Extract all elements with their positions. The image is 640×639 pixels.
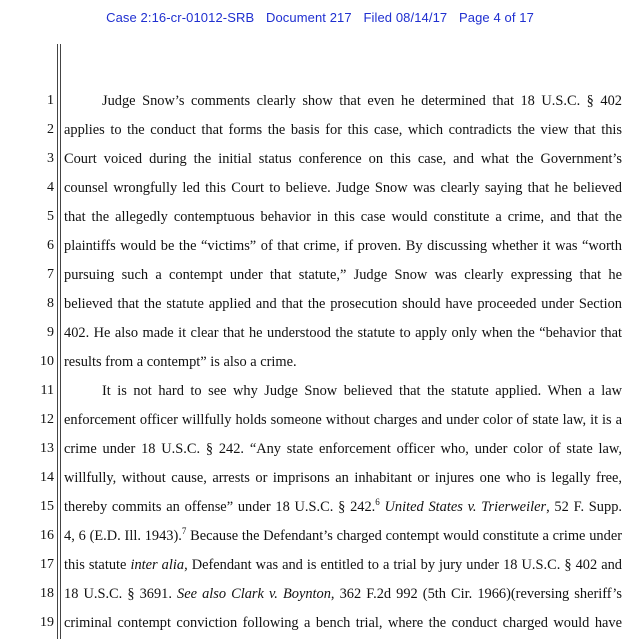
line-number: 15 xyxy=(40,499,54,514)
text-segment: , Defendant was and is entitled to a trial by jury under 18 U.S.C. § 402 and xyxy=(184,557,622,573)
footnote-ref: 6 xyxy=(375,497,380,508)
text-line: plaintiffs would be the “victims” of that crime, if proven. By discussing whether it was “worth xyxy=(64,238,622,254)
text-line xyxy=(64,558,622,572)
margin-rule-right xyxy=(60,44,61,639)
line-number: 18 xyxy=(40,586,54,601)
line-number: 13 xyxy=(40,441,54,456)
text-line: applies to the conduct that forms the basis for this case, which contradicts the view that this xyxy=(64,122,622,138)
text-line: Judge Snow’s comments clearly show that even he determined that 18 U.S.C. § 402 xyxy=(102,93,622,109)
page-indicator: Page 4 of 17 xyxy=(458,10,534,25)
line-number: 11 xyxy=(40,383,54,398)
text-segment: this statute xyxy=(64,557,131,573)
case-number: Case 2:16-cr-01012-SRB xyxy=(106,10,255,25)
line-number: 10 xyxy=(40,354,54,369)
text-line: counsel wrongfully led this Court to believe. Judge Snow was clearly saying that he believed xyxy=(64,180,622,196)
text-line: pursuing such a contempt under that statute,” Judge Snow was clearly expressing that he xyxy=(64,267,622,283)
line-number: 3 xyxy=(47,151,54,166)
latin-phrase: inter alia xyxy=(130,557,185,573)
line-number: 4 xyxy=(47,180,54,195)
text-segment: Because the Defendant’s charged contempt would constitute a crime under xyxy=(186,528,622,544)
line-number: 1 xyxy=(47,93,54,108)
line-number: 14 xyxy=(40,470,54,485)
text-segment: , 362 F.2d 992 (5th Cir. 1966)(reversing sheriff’s xyxy=(330,586,622,602)
line-number: 12 xyxy=(40,412,54,427)
line-number: 6 xyxy=(47,238,54,253)
line-number: 8 xyxy=(47,296,54,311)
margin-rule-left xyxy=(57,44,58,639)
line-number: 9 xyxy=(47,325,54,340)
text-line: 402. He also made it clear that he understood the statute to apply only when the “behavior that xyxy=(64,325,622,341)
case-citation: See also Clark v. Boynton xyxy=(177,586,331,602)
text-line xyxy=(64,497,622,515)
text-line: results from a contempt” is also a crime. xyxy=(64,354,297,370)
case-citation: United States v. Trierweiler xyxy=(384,499,547,515)
line-number: 5 xyxy=(47,209,54,224)
text-line: criminal contempt conviction following a bench trial, where the conduct charged would have xyxy=(64,615,622,631)
text-segment: 18 U.S.C. § 3691. xyxy=(64,586,178,602)
text-line: willfully, without cause, arrests or imprisons an inhabitant or injures one who is legally free, xyxy=(64,470,622,486)
text-line: It is not hard to see why Judge Snow believed that the statute applied. When a law xyxy=(102,383,622,399)
line-number: 19 xyxy=(40,615,54,630)
text-line: enforcement officer willfully holds someone without charges and under color of state law, it is a xyxy=(64,412,622,428)
text-segment: , 52 F. Supp. xyxy=(546,499,622,515)
line-number: 2 xyxy=(47,122,54,137)
text-line: Court voiced during the initial status conference on this case, and what the Government’s xyxy=(64,151,622,167)
document-number: Document 217 xyxy=(265,10,352,25)
line-number: 7 xyxy=(47,267,54,282)
text-line: crime under 18 U.S.C. § 242. “Any state enforcement officer who, under color of state law, xyxy=(64,441,622,457)
text-line xyxy=(64,587,622,601)
text-line xyxy=(64,526,622,544)
footnote-ref: 7 xyxy=(181,526,187,537)
text-segment: 4, 6 (E.D. Ill. 1943). xyxy=(64,528,182,544)
text-line: believed that the statute applied and that the prosecution should have proceeded under Section xyxy=(64,296,622,312)
text-line: that the allegedly contemptuous behavior in this case would constitute a crime, and that the xyxy=(64,209,622,225)
filed-date: Filed 08/14/17 xyxy=(363,10,448,25)
case-header xyxy=(0,10,640,25)
text-segment: thereby commits an offense” under 18 U.S.C. § 242. xyxy=(64,499,376,515)
line-number: 16 xyxy=(40,528,54,543)
line-number: 17 xyxy=(40,557,54,572)
